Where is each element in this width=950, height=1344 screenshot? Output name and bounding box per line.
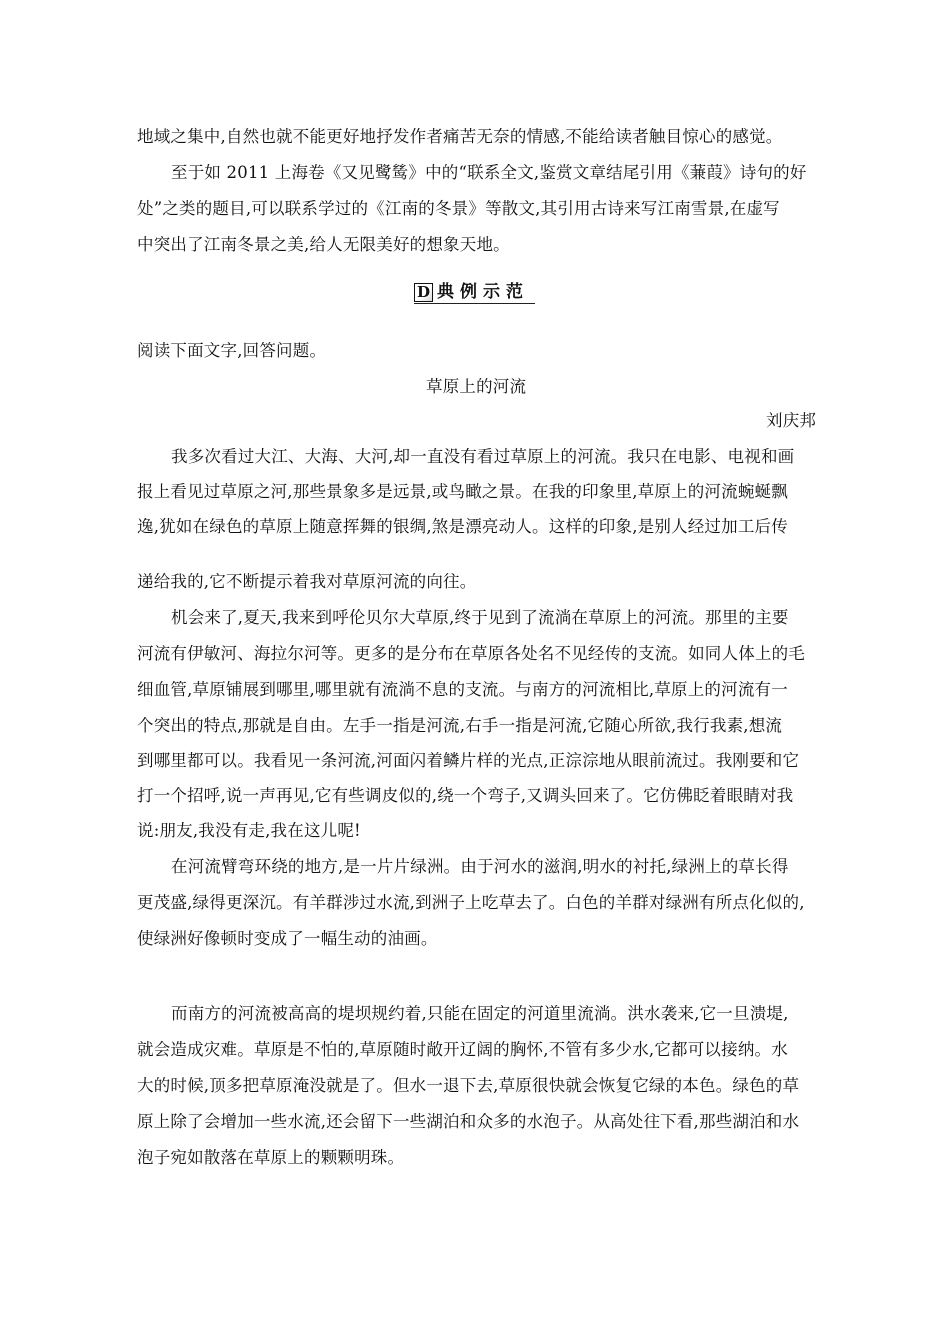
article-line: 使绿洲好像顿时变成了一幅生动的油画。 (137, 929, 438, 948)
article-line: 细血管,草原铺展到哪里,哪里就有流淌不息的支流。与南方的河流相比,草原上的河流有一 (137, 680, 788, 699)
article-line: 打一个招呼,说一声再见,它有些调皮似的,绕一个弯子,又调头回来了。它仿佛眨着眼睛对我 (137, 786, 794, 805)
article-line: 个突出的特点,那就是自由。左手一指是河流,右手一指是河流,它随心所欲,我行我素,想流 (137, 716, 783, 735)
article-line: 说:朋友,我没有走,我在这儿呢! (137, 821, 361, 840)
article-title: 草原上的河流 (426, 377, 527, 396)
article-line: 更茂盛,绿得更深沉。有羊群涉过水流,到洲子上吃草去了。白色的羊群对绿洲有所点化似的, (137, 893, 805, 912)
article-line: 在河流臂弯环绕的地方,是一片片绿洲。由于河水的滋润,明水的衬托,绿洲上的草长得 (171, 857, 789, 876)
article-line: 逸,犹如在绿色的草原上随意挥舞的银绸,煞是漂亮动人。这样的印象,是别人经过加工后传 (137, 517, 788, 536)
article-line: 而南方的河流被高高的堤坝规约着,只能在固定的河道里流淌。洪水袭来,它一旦溃堤, (171, 1004, 789, 1023)
intro-line: 至于如 2011 上海卷《又见鹭鸶》中的“联系全文,鉴赏文章结尾引用《蒹葭》诗句的好 (171, 163, 807, 182)
article-line: 报上看见过草原之河,那些景象多是远景,或鸟瞰之景。在我的印象里,草原上的河流蜿蜒飘 (137, 482, 788, 501)
section-banner (414, 281, 529, 303)
article-line: 原上除了会增加一些水流,还会留下一些湖泊和众多的水泡子。从高处往下看,那些湖泊和水 (137, 1112, 800, 1131)
article-line: 我多次看过大江、大海、大河,却一直没有看过草原上的河流。我只在电影、电视和画 (171, 447, 795, 466)
intro-line: 地域之集中,自然也就不能更好地抒发作者痛苦无奈的情感,不能给读者触目惊心的感觉。 (137, 127, 783, 146)
article-author: 刘庆邦 (766, 411, 817, 430)
intro-line: 处”之类的题目,可以联系学过的《江南的冬景》等散文,其引用古诗来写江南雪景,在虚写 (137, 199, 780, 218)
article-line: 机会来了,夏天,我来到呼伦贝尔大草原,终于见到了流淌在草原上的河流。那里的主要 (171, 608, 789, 627)
article-line: 到哪里都可以。我看见一条河流,河面闪着鳞片样的光点,正淙淙地从眼前流过。我刚要和它 (137, 751, 800, 770)
section-title: 典例示范 (437, 282, 529, 302)
article-line: 泡子宛如散落在草原上的颗颗明珠。 (137, 1148, 405, 1167)
article-line: 递给我的,它不断提示着我对草原河流的向往。 (137, 572, 477, 591)
article-line: 就会造成灾难。草原是不怕的,草原随时敞开辽阔的胸怀,不管有多少水,它都可以接纳。水 (137, 1040, 788, 1059)
intro-line: 中突出了江南冬景之美,给人无限美好的想象天地。 (137, 235, 510, 254)
article-line: 大的时候,顶多把草原淹没就是了。但水一退下去,草原很快就会恢复它绿的本色。绿色的草 (137, 1076, 800, 1095)
section-underline (414, 303, 535, 304)
instruction-text: 阅读下面文字,回答问题。 (137, 341, 327, 360)
section-letter-icon: D (414, 283, 433, 302)
article-line: 河流有伊敏河、海拉尔河等。更多的是分布在草原各处名不见经传的支流。如同人体上的毛 (137, 644, 805, 663)
